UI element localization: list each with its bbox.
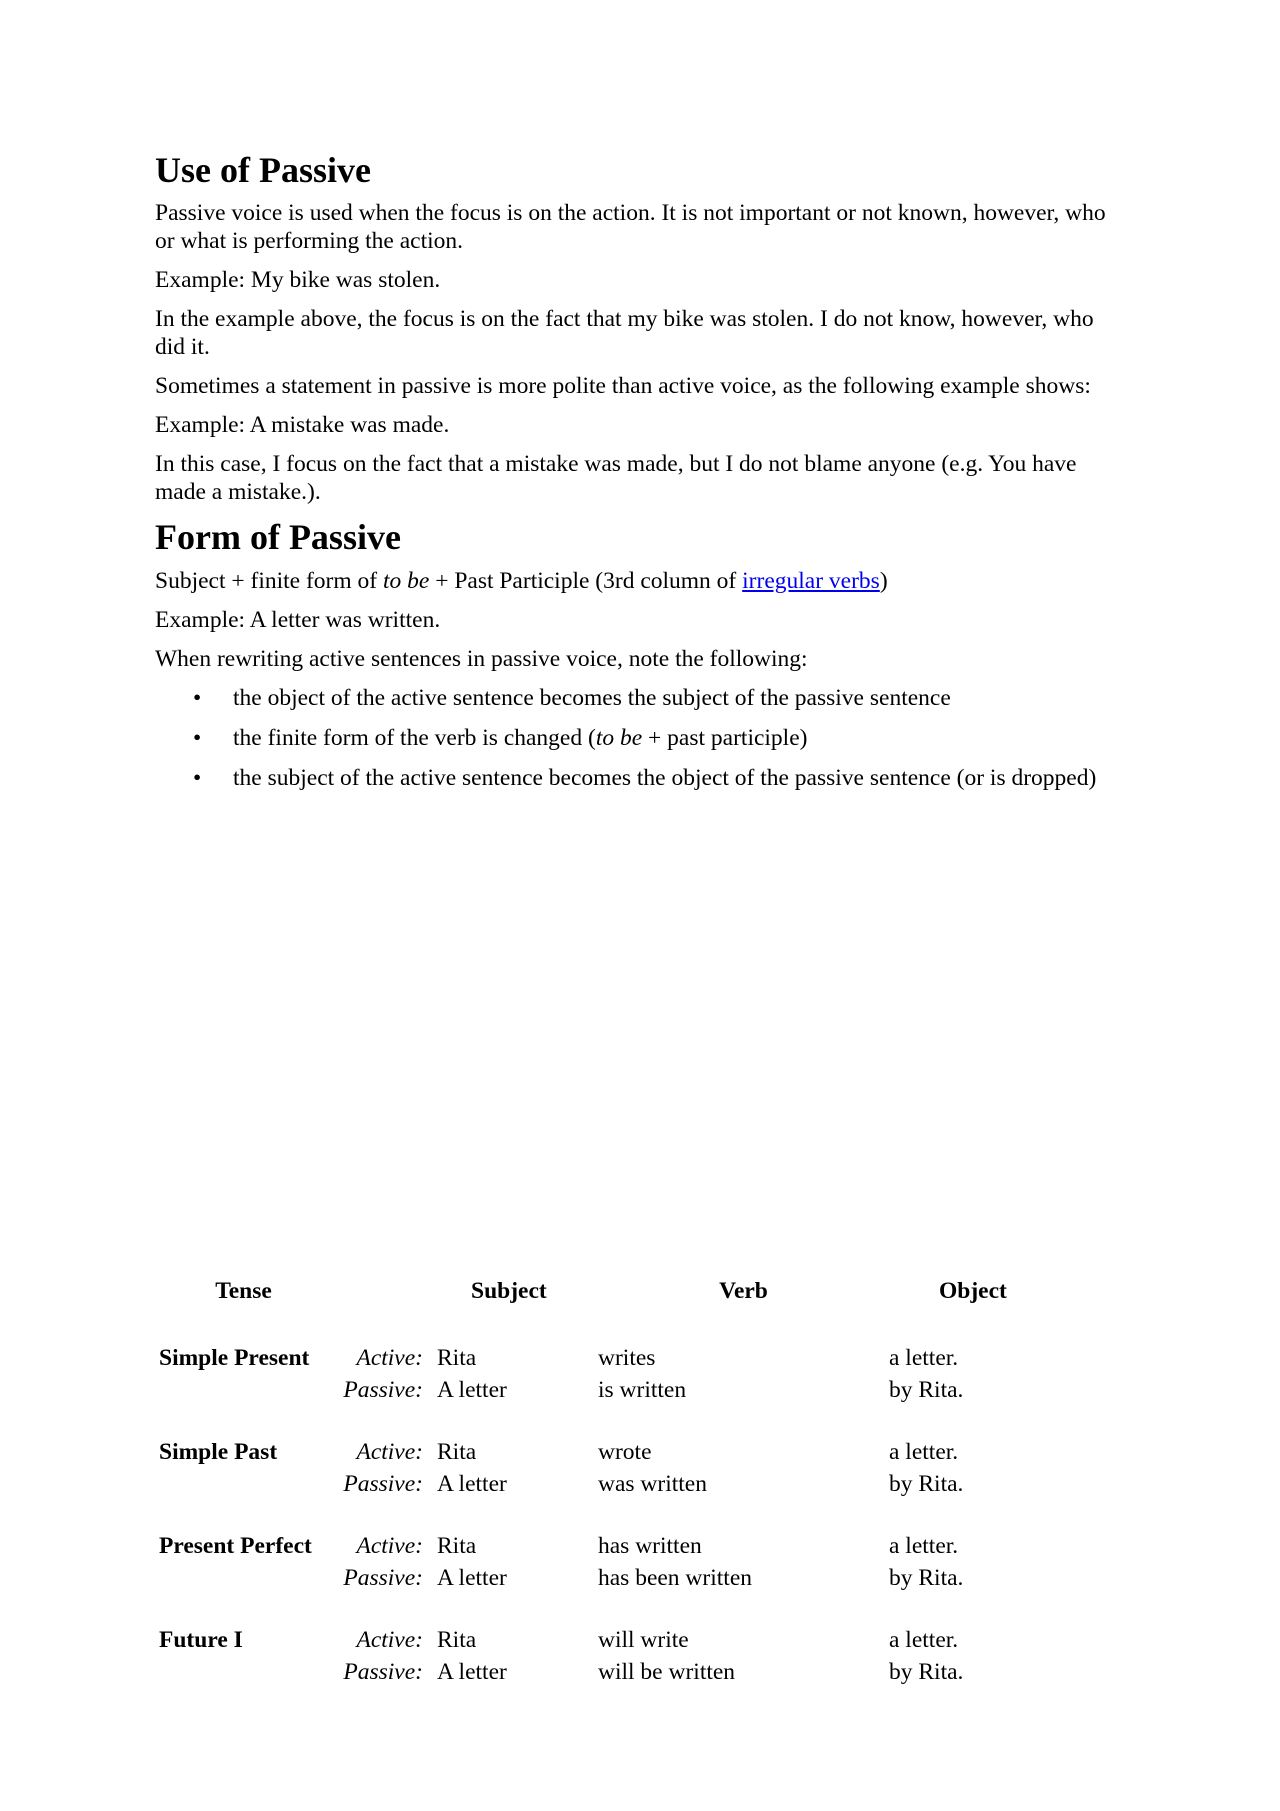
verb-cell: was written bbox=[598, 1471, 707, 1497]
header-object: Object bbox=[939, 1278, 1007, 1304]
subject-cell: A letter bbox=[437, 1377, 507, 1403]
bullet-symbol: • bbox=[193, 724, 202, 751]
section-title-form-of-passive: Form of Passive bbox=[155, 517, 401, 558]
verb-cell: will be written bbox=[598, 1659, 736, 1685]
verb-cell: wrote bbox=[598, 1439, 652, 1465]
object-cell: by Rita. bbox=[889, 1377, 964, 1403]
tense-name: Future I bbox=[159, 1627, 243, 1653]
paragraph-mistake-explanation: In this case, I focus on the fact that a mistake was made, but I do not blame anyone (e.g. You have made a mistake.). bbox=[155, 451, 1077, 506]
object-cell: by Rita. bbox=[889, 1471, 964, 1497]
bullet-symbol: • bbox=[193, 684, 202, 711]
table-row bbox=[155, 1468, 1064, 1500]
paragraph-example-mistake: Example: A mistake was made. bbox=[155, 412, 450, 439]
paragraph-example-letter: Example: A letter was written. bbox=[155, 606, 441, 633]
subject-cell: Rita bbox=[437, 1627, 477, 1653]
voice-label: Passive: bbox=[343, 1471, 423, 1497]
list-item-text: the subject of the active sentence becomes the object of the passive sentence (or is dropped) bbox=[233, 764, 1097, 791]
irregular-verbs-link[interactable]: irregular verbs bbox=[742, 567, 880, 594]
paragraph-politeness: Sometimes a statement in passive is more polite than active voice, as the following example shows: bbox=[155, 373, 1091, 400]
list-item bbox=[193, 684, 1125, 712]
object-cell: a letter. bbox=[889, 1627, 959, 1653]
paragraph-example-bike: Example: My bike was stolen. bbox=[155, 267, 441, 294]
list-item-italic-to-be: to be bbox=[595, 724, 643, 751]
verb-cell: will write bbox=[598, 1627, 689, 1653]
paragraph-passive-definition: Passive voice is used when the focus is on the action. It is not important or not known, however, who or what is performing the action. bbox=[155, 200, 1106, 255]
object-cell: a letter. bbox=[889, 1439, 959, 1465]
table-row bbox=[155, 1374, 1064, 1406]
voice-label: Active: bbox=[356, 1627, 423, 1653]
header-tense: Tense bbox=[215, 1278, 272, 1304]
header-verb: Verb bbox=[719, 1278, 768, 1304]
tense-name: Simple Present bbox=[159, 1345, 310, 1371]
list-item bbox=[193, 764, 1125, 792]
subject-cell: Rita bbox=[437, 1345, 477, 1371]
section-title-use-of-passive: Use of Passive bbox=[155, 150, 371, 190]
table-header-row bbox=[155, 1278, 1064, 1312]
verb-cell: has been written bbox=[598, 1565, 753, 1591]
formula-to-be: to be bbox=[382, 567, 430, 594]
list-item bbox=[193, 724, 1125, 752]
table-row bbox=[155, 1342, 1064, 1374]
header-voice-spacer bbox=[332, 1278, 437, 1312]
voice-label: Passive: bbox=[343, 1659, 423, 1685]
voice-label: Active: bbox=[356, 1439, 423, 1465]
tense-conjugation-table bbox=[155, 1278, 1064, 1688]
voice-label: Passive: bbox=[343, 1565, 423, 1591]
table-row bbox=[155, 1656, 1064, 1688]
list-item-text: the object of the active sentence becomes the subject of the passive sentence bbox=[233, 684, 951, 711]
object-cell: a letter. bbox=[889, 1533, 959, 1559]
header-subject: Subject bbox=[471, 1278, 547, 1304]
list-item-text-prefix: the finite form of the verb is changed ( bbox=[233, 724, 596, 751]
object-cell: by Rita. bbox=[889, 1659, 964, 1685]
table-spacer-row bbox=[155, 1500, 1064, 1530]
rewrite-rules-list bbox=[155, 684, 1125, 792]
table-row bbox=[155, 1530, 1064, 1562]
paragraph-rewrite-intro: When rewriting active sentences in passive voice, note the following: bbox=[155, 645, 808, 672]
verb-cell: writes bbox=[598, 1345, 656, 1371]
formula-middle: + Past Participle (3rd column of bbox=[429, 567, 743, 594]
tense-name: Simple Past bbox=[159, 1439, 278, 1465]
tense-name: Present Perfect bbox=[159, 1533, 312, 1559]
formula-prefix: Subject + finite form of bbox=[155, 567, 383, 594]
paragraph-formula bbox=[155, 567, 1125, 595]
formula-suffix: ) bbox=[879, 567, 888, 594]
subject-cell: A letter bbox=[437, 1565, 507, 1591]
document-page bbox=[155, 150, 1125, 804]
verb-cell: has written bbox=[598, 1533, 702, 1559]
table-spacer-row bbox=[155, 1312, 1064, 1342]
table-spacer-row bbox=[155, 1594, 1064, 1624]
table-row bbox=[155, 1436, 1064, 1468]
subject-cell: A letter bbox=[437, 1659, 507, 1685]
object-cell: by Rita. bbox=[889, 1565, 964, 1591]
voice-label: Passive: bbox=[343, 1377, 423, 1403]
table-row bbox=[155, 1562, 1064, 1594]
voice-label: Active: bbox=[356, 1345, 423, 1371]
bullet-symbol: • bbox=[193, 764, 202, 791]
voice-label: Active: bbox=[356, 1533, 423, 1559]
list-item-text-suffix: + past participle) bbox=[642, 724, 808, 751]
subject-cell: Rita bbox=[437, 1439, 477, 1465]
paragraph-example-explanation: In the example above, the focus is on the fact that my bike was stolen. I do not know, however, who did it. bbox=[155, 306, 1094, 361]
table-row bbox=[155, 1624, 1064, 1656]
verb-cell: is written bbox=[598, 1377, 687, 1403]
subject-cell: A letter bbox=[437, 1471, 507, 1497]
subject-cell: Rita bbox=[437, 1533, 477, 1559]
table-spacer-row bbox=[155, 1406, 1064, 1436]
object-cell: a letter. bbox=[889, 1345, 959, 1371]
